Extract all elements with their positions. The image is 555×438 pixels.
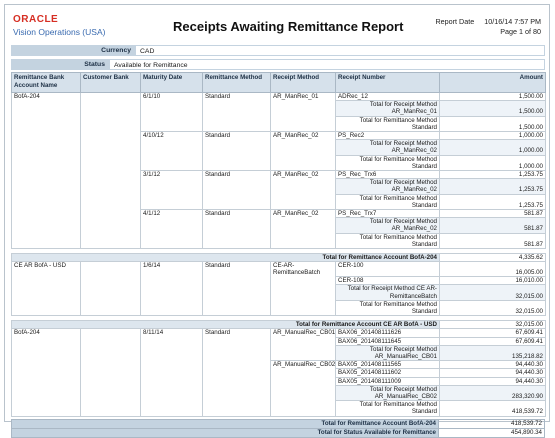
amount: 67,609.41 bbox=[440, 337, 546, 345]
amount: 135,218.82 bbox=[440, 345, 546, 360]
receipt-number: CER-100 bbox=[336, 262, 440, 277]
cell-date bbox=[141, 233, 203, 248]
cell-method bbox=[271, 345, 336, 360]
status-label: Status bbox=[11, 59, 109, 70]
report-parameters bbox=[11, 45, 545, 73]
cell-method bbox=[271, 277, 336, 285]
report-meta bbox=[435, 17, 541, 37]
table-row bbox=[12, 132, 546, 140]
status-total-amount: 454,890.34 bbox=[439, 428, 545, 437]
cell-method bbox=[271, 369, 336, 377]
cell-method bbox=[271, 285, 336, 300]
cell-bank bbox=[12, 233, 81, 248]
cell-bank: BofA-204 bbox=[12, 93, 81, 101]
col-receipt-number: Receipt Number bbox=[336, 73, 440, 93]
total-label: Total for Receipt Method AR_ManRec_01 bbox=[336, 101, 440, 116]
status-param bbox=[11, 59, 545, 70]
cell-bank bbox=[12, 277, 81, 285]
cell-cust bbox=[81, 337, 141, 345]
cell-date bbox=[141, 285, 203, 300]
amount: 418,539.72 bbox=[440, 401, 546, 416]
cell-date bbox=[141, 401, 203, 416]
remittance-method-total-row bbox=[12, 155, 546, 170]
account-total-label: Total for Remittance Account CE AR BofA - USD bbox=[12, 321, 440, 329]
cell-cust bbox=[81, 385, 141, 400]
account-total-label: Total for Remittance Account BofA-204 bbox=[12, 419, 439, 428]
report-title: Receipts Awaiting Remittance Report bbox=[173, 19, 404, 34]
currency-label: Currency bbox=[11, 45, 135, 56]
amount: 32,015.00 bbox=[440, 300, 546, 315]
cell-rm bbox=[203, 179, 271, 194]
cell-method: AR_ManRec_02 bbox=[271, 171, 336, 179]
report-page bbox=[4, 4, 550, 436]
amount: 581.87 bbox=[440, 210, 546, 218]
cell-method bbox=[271, 233, 336, 248]
cell-method bbox=[271, 140, 336, 155]
cell-rm bbox=[203, 345, 271, 360]
cell-cust bbox=[81, 101, 141, 116]
cell-rm: Standard bbox=[203, 210, 271, 218]
cell-bank bbox=[12, 337, 81, 345]
total-label: Total for Receipt Method AR_ManRec_02 bbox=[336, 140, 440, 155]
table-row bbox=[12, 210, 546, 218]
cell-method bbox=[271, 218, 336, 233]
col-remittance-method: Remittance Method bbox=[203, 73, 271, 93]
cell-cust bbox=[81, 369, 141, 377]
cell-method bbox=[271, 401, 336, 416]
cell-cust bbox=[81, 262, 141, 277]
cell-bank bbox=[12, 194, 81, 209]
cell-date: 6/1/10 bbox=[141, 93, 203, 101]
report-date-label: Report Date bbox=[435, 17, 475, 26]
total-label: Total for Remittance Method Standard bbox=[336, 116, 440, 131]
cell-bank bbox=[12, 401, 81, 416]
cell-date: 8/11/14 bbox=[141, 329, 203, 337]
receipt-number: CER-108 bbox=[336, 277, 440, 285]
cell-method: AR_ManRec_01 bbox=[271, 93, 336, 101]
account-total-amount: 418,539.72 bbox=[439, 419, 545, 428]
cell-date bbox=[141, 194, 203, 209]
cell-rm bbox=[203, 285, 271, 300]
cell-cust bbox=[81, 329, 141, 337]
amount: 1,253.75 bbox=[440, 179, 546, 194]
amount: 581.87 bbox=[440, 233, 546, 248]
cell-rm: Standard bbox=[203, 171, 271, 179]
remittance-method-total-row bbox=[12, 116, 546, 131]
receipt-method-total-row bbox=[12, 385, 546, 400]
cell-rm bbox=[203, 101, 271, 116]
account-total-amount: 32,015.00 bbox=[440, 321, 546, 329]
cell-method: AR_ManRec_02 bbox=[271, 210, 336, 218]
cell-date bbox=[141, 101, 203, 116]
cell-bank bbox=[12, 385, 81, 400]
cell-cust bbox=[81, 116, 141, 131]
report-date: 10/16/14 7:57 PM bbox=[484, 17, 541, 26]
total-label: Total for Receipt Method AR_ManualRec_CB01 bbox=[336, 345, 440, 360]
cell-date bbox=[141, 218, 203, 233]
oracle-logo: ORACLE bbox=[13, 14, 59, 25]
cell-rm bbox=[203, 369, 271, 377]
cell-rm bbox=[203, 385, 271, 400]
cell-rm bbox=[203, 233, 271, 248]
amount: 67,609.41 bbox=[440, 329, 546, 337]
amount: 1,500.00 bbox=[440, 93, 546, 101]
total-label: Total for Remittance Method Standard bbox=[336, 233, 440, 248]
status-total-label: Total for Status Available for Remittance bbox=[12, 428, 439, 437]
amount: 283,320.90 bbox=[440, 385, 546, 400]
receipt-number: PS_Rec2 bbox=[336, 132, 440, 140]
cell-cust bbox=[81, 132, 141, 140]
cell-rm: Standard bbox=[203, 93, 271, 101]
account-total-label: Total for Remittance Account BofA-204 bbox=[12, 254, 440, 262]
amount: 94,440.30 bbox=[440, 361, 546, 369]
total-label: Total for Receipt Method CE AR-RemittanceBatch bbox=[336, 285, 440, 300]
cell-date: 3/1/12 bbox=[141, 171, 203, 179]
cell-rm bbox=[203, 218, 271, 233]
total-label: Total for Receipt Method AR_ManRec_02 bbox=[336, 179, 440, 194]
cell-bank bbox=[12, 171, 81, 179]
table-row bbox=[12, 337, 546, 345]
cell-cust bbox=[81, 233, 141, 248]
receipt-number: BAX05_201408111009 bbox=[336, 377, 440, 385]
cell-rm: Standard bbox=[203, 132, 271, 140]
cell-method: AR_ManualRec_CB01 bbox=[271, 329, 336, 337]
cell-method bbox=[271, 194, 336, 209]
cell-rm bbox=[203, 377, 271, 385]
cell-date bbox=[141, 377, 203, 385]
table-row bbox=[12, 93, 546, 101]
cell-cust bbox=[81, 155, 141, 170]
table-row bbox=[12, 171, 546, 179]
account-total-row bbox=[12, 419, 545, 428]
cell-bank bbox=[12, 155, 81, 170]
amount: 1,000.00 bbox=[440, 155, 546, 170]
cell-method bbox=[271, 300, 336, 315]
cell-bank: BofA-204 bbox=[12, 329, 81, 337]
cell-rm bbox=[203, 140, 271, 155]
amount: 94,440.30 bbox=[440, 369, 546, 377]
col-remittance-bank-account: Remittance Bank Account Name bbox=[12, 73, 81, 93]
cell-date bbox=[141, 277, 203, 285]
cell-method: CE-AR-RemittanceBatch bbox=[271, 262, 336, 277]
cell-bank bbox=[12, 179, 81, 194]
cell-method bbox=[271, 337, 336, 345]
receipt-method-total-row bbox=[12, 345, 546, 360]
col-maturity-date: Maturity Date bbox=[141, 73, 203, 93]
amount: 1,253.75 bbox=[440, 194, 546, 209]
amount: 16,005.00 bbox=[440, 262, 546, 277]
amount: 1,000.00 bbox=[440, 132, 546, 140]
status-total-row bbox=[12, 428, 545, 437]
currency-value: CAD bbox=[135, 45, 545, 56]
col-receipt-method: Receipt Method bbox=[271, 73, 336, 93]
status-value: Available for Remittance bbox=[109, 59, 545, 70]
cell-bank bbox=[12, 101, 81, 116]
receipt-method-total-row bbox=[12, 140, 546, 155]
receipt-number: BAX05_201408111565 bbox=[336, 361, 440, 369]
cell-bank bbox=[12, 300, 81, 315]
cell-bank bbox=[12, 210, 81, 218]
receipt-number: BAX06_201408111626 bbox=[336, 329, 440, 337]
cell-rm: Standard bbox=[203, 329, 271, 337]
amount: 1,500.00 bbox=[440, 101, 546, 116]
cell-date: 1/6/14 bbox=[141, 262, 203, 277]
amount: 94,440.30 bbox=[440, 377, 546, 385]
cell-rm bbox=[203, 361, 271, 369]
amount: 1,500.00 bbox=[440, 116, 546, 131]
cell-date bbox=[141, 337, 203, 345]
col-amount: Amount bbox=[440, 73, 546, 93]
table-header-row bbox=[12, 73, 546, 93]
cell-cust bbox=[81, 300, 141, 315]
cell-method bbox=[271, 116, 336, 131]
organization-name: Vision Operations (USA) bbox=[13, 27, 106, 37]
cell-bank bbox=[12, 116, 81, 131]
cell-bank bbox=[12, 369, 81, 377]
cell-rm bbox=[203, 277, 271, 285]
amount: 581.87 bbox=[440, 218, 546, 233]
total-label: Total for Receipt Method AR_ManualRec_CB02 bbox=[336, 385, 440, 400]
receipt-method-total-row bbox=[12, 179, 546, 194]
cell-method bbox=[271, 101, 336, 116]
cell-cust bbox=[81, 93, 141, 101]
cell-bank bbox=[12, 377, 81, 385]
account-total-row bbox=[12, 254, 546, 262]
remittance-method-total-row bbox=[12, 233, 546, 248]
table-row bbox=[12, 329, 546, 337]
cell-cust bbox=[81, 277, 141, 285]
cell-date bbox=[141, 385, 203, 400]
cell-bank bbox=[12, 132, 81, 140]
cell-cust bbox=[81, 345, 141, 360]
receipt-method-total-row bbox=[12, 285, 546, 300]
table-row bbox=[12, 361, 546, 369]
cell-cust bbox=[81, 377, 141, 385]
cell-rm bbox=[203, 194, 271, 209]
cell-bank bbox=[12, 218, 81, 233]
cell-cust bbox=[81, 171, 141, 179]
table-row bbox=[12, 277, 546, 285]
cell-cust bbox=[81, 194, 141, 209]
cell-bank bbox=[12, 345, 81, 360]
cell-date: 4/1/12 bbox=[141, 210, 203, 218]
cell-bank bbox=[12, 285, 81, 300]
remittance-method-total-row bbox=[12, 300, 546, 315]
receipt-number: BAX05_201408111602 bbox=[336, 369, 440, 377]
cell-method bbox=[271, 377, 336, 385]
cell-method bbox=[271, 385, 336, 400]
grand-totals bbox=[11, 419, 545, 438]
total-label: Total for Remittance Method Standard bbox=[336, 155, 440, 170]
amount: 1,000.00 bbox=[440, 140, 546, 155]
cell-date bbox=[141, 345, 203, 360]
cell-cust bbox=[81, 179, 141, 194]
receipts-table bbox=[11, 72, 546, 417]
cell-date bbox=[141, 140, 203, 155]
remittance-method-total-row bbox=[12, 194, 546, 209]
cell-date bbox=[141, 116, 203, 131]
cell-method bbox=[271, 155, 336, 170]
cell-cust bbox=[81, 140, 141, 155]
receipt-number: BAX06_201408111645 bbox=[336, 337, 440, 345]
cell-cust bbox=[81, 210, 141, 218]
report-body bbox=[11, 72, 545, 438]
account-total-row bbox=[12, 321, 546, 329]
cell-date: 4/10/12 bbox=[141, 132, 203, 140]
receipt-number: PS_Rec_Trx6 bbox=[336, 171, 440, 179]
col-customer-bank: Customer Bank bbox=[81, 73, 141, 93]
cell-date bbox=[141, 179, 203, 194]
cell-date bbox=[141, 300, 203, 315]
cell-bank: CE AR BofA - USD bbox=[12, 262, 81, 277]
cell-method bbox=[271, 179, 336, 194]
amount: 1,253.75 bbox=[440, 171, 546, 179]
receipt-method-total-row bbox=[12, 218, 546, 233]
cell-date bbox=[141, 155, 203, 170]
cell-rm bbox=[203, 155, 271, 170]
table-row bbox=[12, 262, 546, 277]
page-number: Page 1 of 80 bbox=[500, 27, 541, 36]
cell-rm bbox=[203, 300, 271, 315]
remittance-method-total-row bbox=[12, 401, 546, 416]
cell-rm bbox=[203, 337, 271, 345]
cell-date bbox=[141, 369, 203, 377]
amount: 32,015.00 bbox=[440, 285, 546, 300]
receipt-method-total-row bbox=[12, 101, 546, 116]
cell-cust bbox=[81, 218, 141, 233]
currency-param bbox=[11, 45, 545, 56]
total-label: Total for Receipt Method AR_ManRec_02 bbox=[336, 218, 440, 233]
table-row bbox=[12, 377, 546, 385]
cell-rm bbox=[203, 401, 271, 416]
account-total-amount: 4,335.62 bbox=[440, 254, 546, 262]
cell-cust bbox=[81, 361, 141, 369]
cell-method: AR_ManualRec_CB02 bbox=[271, 361, 336, 369]
amount: 16,010.00 bbox=[440, 277, 546, 285]
cell-date bbox=[141, 361, 203, 369]
total-label: Total for Remittance Method Standard bbox=[336, 300, 440, 315]
receipt-number: ADRec_12 bbox=[336, 93, 440, 101]
cell-cust bbox=[81, 285, 141, 300]
cell-method: AR_ManRec_02 bbox=[271, 132, 336, 140]
cell-bank bbox=[12, 361, 81, 369]
total-label: Total for Remittance Method Standard bbox=[336, 194, 440, 209]
cell-cust bbox=[81, 401, 141, 416]
receipt-number: PS_Rec_Trx7 bbox=[336, 210, 440, 218]
cell-rm bbox=[203, 116, 271, 131]
cell-bank bbox=[12, 140, 81, 155]
total-label: Total for Remittance Method Standard bbox=[336, 401, 440, 416]
table-row bbox=[12, 369, 546, 377]
cell-rm: Standard bbox=[203, 262, 271, 277]
